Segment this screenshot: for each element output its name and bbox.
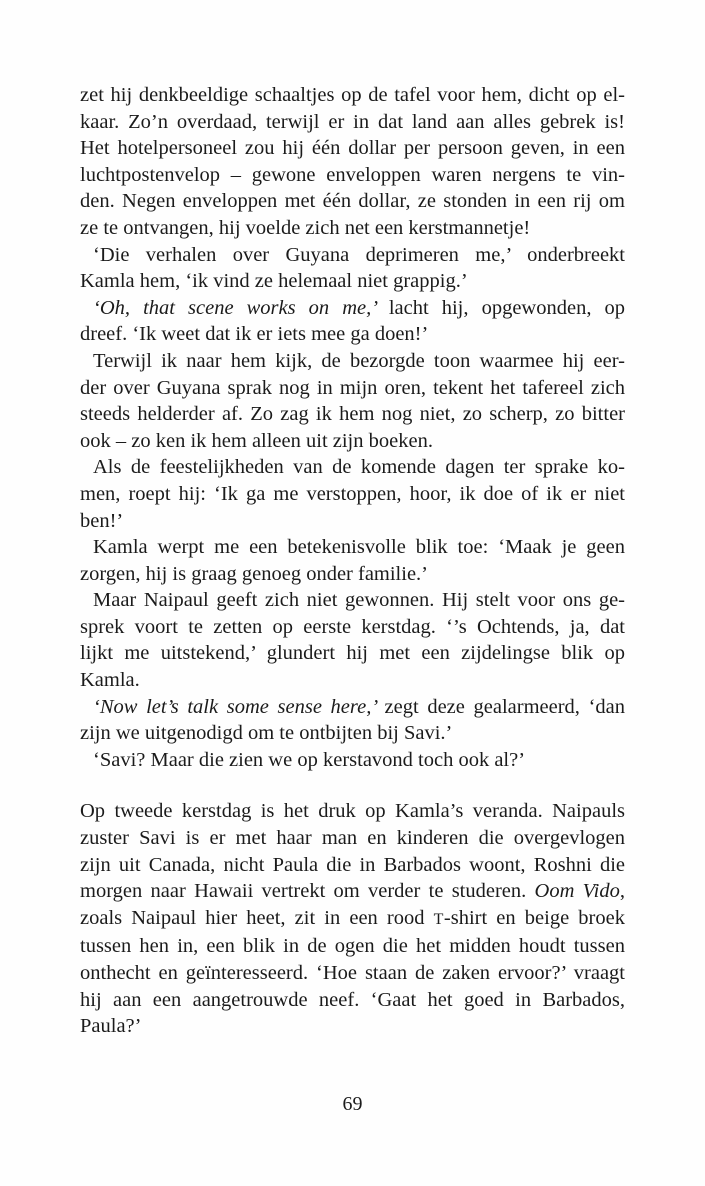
smallcap-text: T xyxy=(433,910,444,928)
paragraph xyxy=(80,798,625,1039)
text-line xyxy=(80,987,625,1014)
text-line xyxy=(80,348,625,375)
italic-text: Oom Vido xyxy=(534,880,620,903)
text-segment: kaar. Zo’n overdaad, terwijl er in dat land aan alles gebrek is! xyxy=(80,110,625,133)
text-line xyxy=(80,798,625,825)
text-line xyxy=(80,268,625,295)
text-line xyxy=(80,587,625,614)
italic-text: ‘Now let’s talk some sense here,’ xyxy=(93,695,385,718)
text-segment: den. Negen enveloppen met één dollar, ze stonden in een rij om xyxy=(80,190,625,213)
text-line xyxy=(80,614,625,641)
text-line xyxy=(80,694,625,721)
paragraph xyxy=(80,587,625,693)
text-segment: onthecht en geïnteresseerd. ‘Hoe staan de zaken ervoor?’ vraagt xyxy=(80,962,625,984)
text-segment: -shirt en beige broek xyxy=(443,906,625,929)
text-line xyxy=(80,960,625,987)
text-segment: zijn we uitgenodigd om te ontbijten bij Savi.’ xyxy=(80,722,453,745)
text-line xyxy=(80,561,625,588)
page-number: 69 xyxy=(342,1093,363,1115)
text-line xyxy=(80,933,625,960)
paragraph xyxy=(80,694,625,747)
text-line xyxy=(80,667,625,694)
text-segment: Terwijl ik naar hem kijk, de bezorgde toon waarmee hij eer- xyxy=(93,349,625,372)
text-line xyxy=(80,1013,625,1040)
text-line xyxy=(80,82,625,109)
text-segment: sprek voort te zetten op eerste kerstdag. ‘’s Ochtends, ja, dat xyxy=(80,615,625,638)
text-line xyxy=(80,905,625,934)
text-segment: lacht hij, opgewonden, op xyxy=(388,296,626,319)
text-segment: zuster Savi is er met haar man en kinderen die overgevlogen xyxy=(80,827,625,850)
text-line xyxy=(80,135,625,162)
text-segment: luchtpostenvelop – gewone enveloppen waren nergens te vin- xyxy=(80,163,625,186)
paragraph xyxy=(80,295,625,348)
text-segment: ‘Savi? Maar die zien we op kerstavond toch ook al?’ xyxy=(93,748,526,771)
text-segment: Op tweede kerstdag is het druk op Kamla’s veranda. Naipauls xyxy=(80,800,625,823)
text-segment: ook – zo ken ik hem alleen uit zijn boeken. xyxy=(80,429,433,452)
text-line xyxy=(80,295,625,322)
text-segment: Kamla werpt me een betekenisvolle blik toe: ‘Maak je geen xyxy=(93,536,625,559)
text-line xyxy=(80,720,625,747)
text-line xyxy=(80,747,625,774)
paragraph xyxy=(80,747,625,774)
text-segment: Kamla hem, ‘ik vind ze helemaal niet grappig.’ xyxy=(80,270,468,293)
paragraph xyxy=(80,534,625,587)
text-line xyxy=(80,215,625,242)
text-segment: zet hij denkbeeldige schaaltjes op de tafel voor hem, dicht op el- xyxy=(80,84,625,106)
text-line xyxy=(80,454,625,481)
text-segment: Paula?’ xyxy=(80,1015,142,1038)
text-line xyxy=(80,428,625,455)
text-segment: zijn uit Canada, nicht Paula die in Barbados woont, Roshni die xyxy=(80,853,625,876)
text-segment: der over Guyana sprak nog in mijn oren, tekent het tafereel zich xyxy=(80,376,625,399)
text-segment: hij aan een aangetrouwde neef. ‘Gaat het goed in Barbados, xyxy=(80,988,625,1011)
text-segment: zoals Naipaul hier heet, zit in een rood xyxy=(80,906,434,929)
text-line xyxy=(80,825,625,852)
text-segment: zorgen, hij is graag genoeg onder familie.’ xyxy=(80,562,428,585)
text-line xyxy=(80,375,625,402)
text-line xyxy=(80,162,625,189)
text-segment: Kamla. xyxy=(80,669,140,692)
text-line xyxy=(80,242,625,269)
text-segment: steeds helderder af. Zo zag ik hem nog niet, zo scherp, zo bitter xyxy=(80,403,625,426)
paragraph xyxy=(80,82,625,242)
text-line xyxy=(80,321,625,348)
text-line xyxy=(80,852,625,879)
text-segment: Als de feestelijkheden van de komende dagen ter sprake ko- xyxy=(93,456,625,479)
text-segment: ‘Die verhalen over Guyana deprimeren me,’ onderbreekt xyxy=(93,243,625,266)
text-segment: ben!’ xyxy=(80,509,124,532)
page-text xyxy=(80,82,625,1040)
text-line xyxy=(80,640,625,667)
text-segment: dreef. ‘Ik weet dat ik er iets mee ga doen!’ xyxy=(80,323,429,346)
paragraph xyxy=(80,348,625,454)
text-line xyxy=(80,534,625,561)
text-segment: Maar Naipaul geeft zich niet gewonnen. Hij stelt voor ons ge- xyxy=(93,589,625,612)
text-line xyxy=(80,109,625,136)
text-segment: tussen hen in, een blik in de ogen die het midden houdt tussen xyxy=(80,935,625,958)
italic-text: ‘Oh, that scene works on me,’ xyxy=(93,296,389,319)
text-segment: lijkt me uitstekend,’ glundert hij met een zijdelingse blik op xyxy=(80,642,625,665)
text-segment: ze te ontvangen, hij voelde zich net een kerstmannetje! xyxy=(80,216,531,239)
text-segment: Het hotelpersoneel zou hij één dollar per persoon geven, in een xyxy=(80,137,625,160)
text-line xyxy=(80,481,625,508)
text-segment: morgen naar Hawaii vertrekt om verder te studeren. xyxy=(80,880,535,903)
text-segment: , xyxy=(619,880,625,903)
text-segment: men, roept hij: ‘Ik ga me verstoppen, hoor, ik doe of ik er niet xyxy=(80,482,625,505)
paragraph xyxy=(80,454,625,534)
text-line xyxy=(80,878,625,905)
paragraph xyxy=(80,242,625,295)
text-segment: zegt deze gealarmeerd, ‘dan xyxy=(384,695,625,718)
text-line xyxy=(80,188,625,215)
text-line xyxy=(80,508,625,535)
text-line xyxy=(80,401,625,428)
